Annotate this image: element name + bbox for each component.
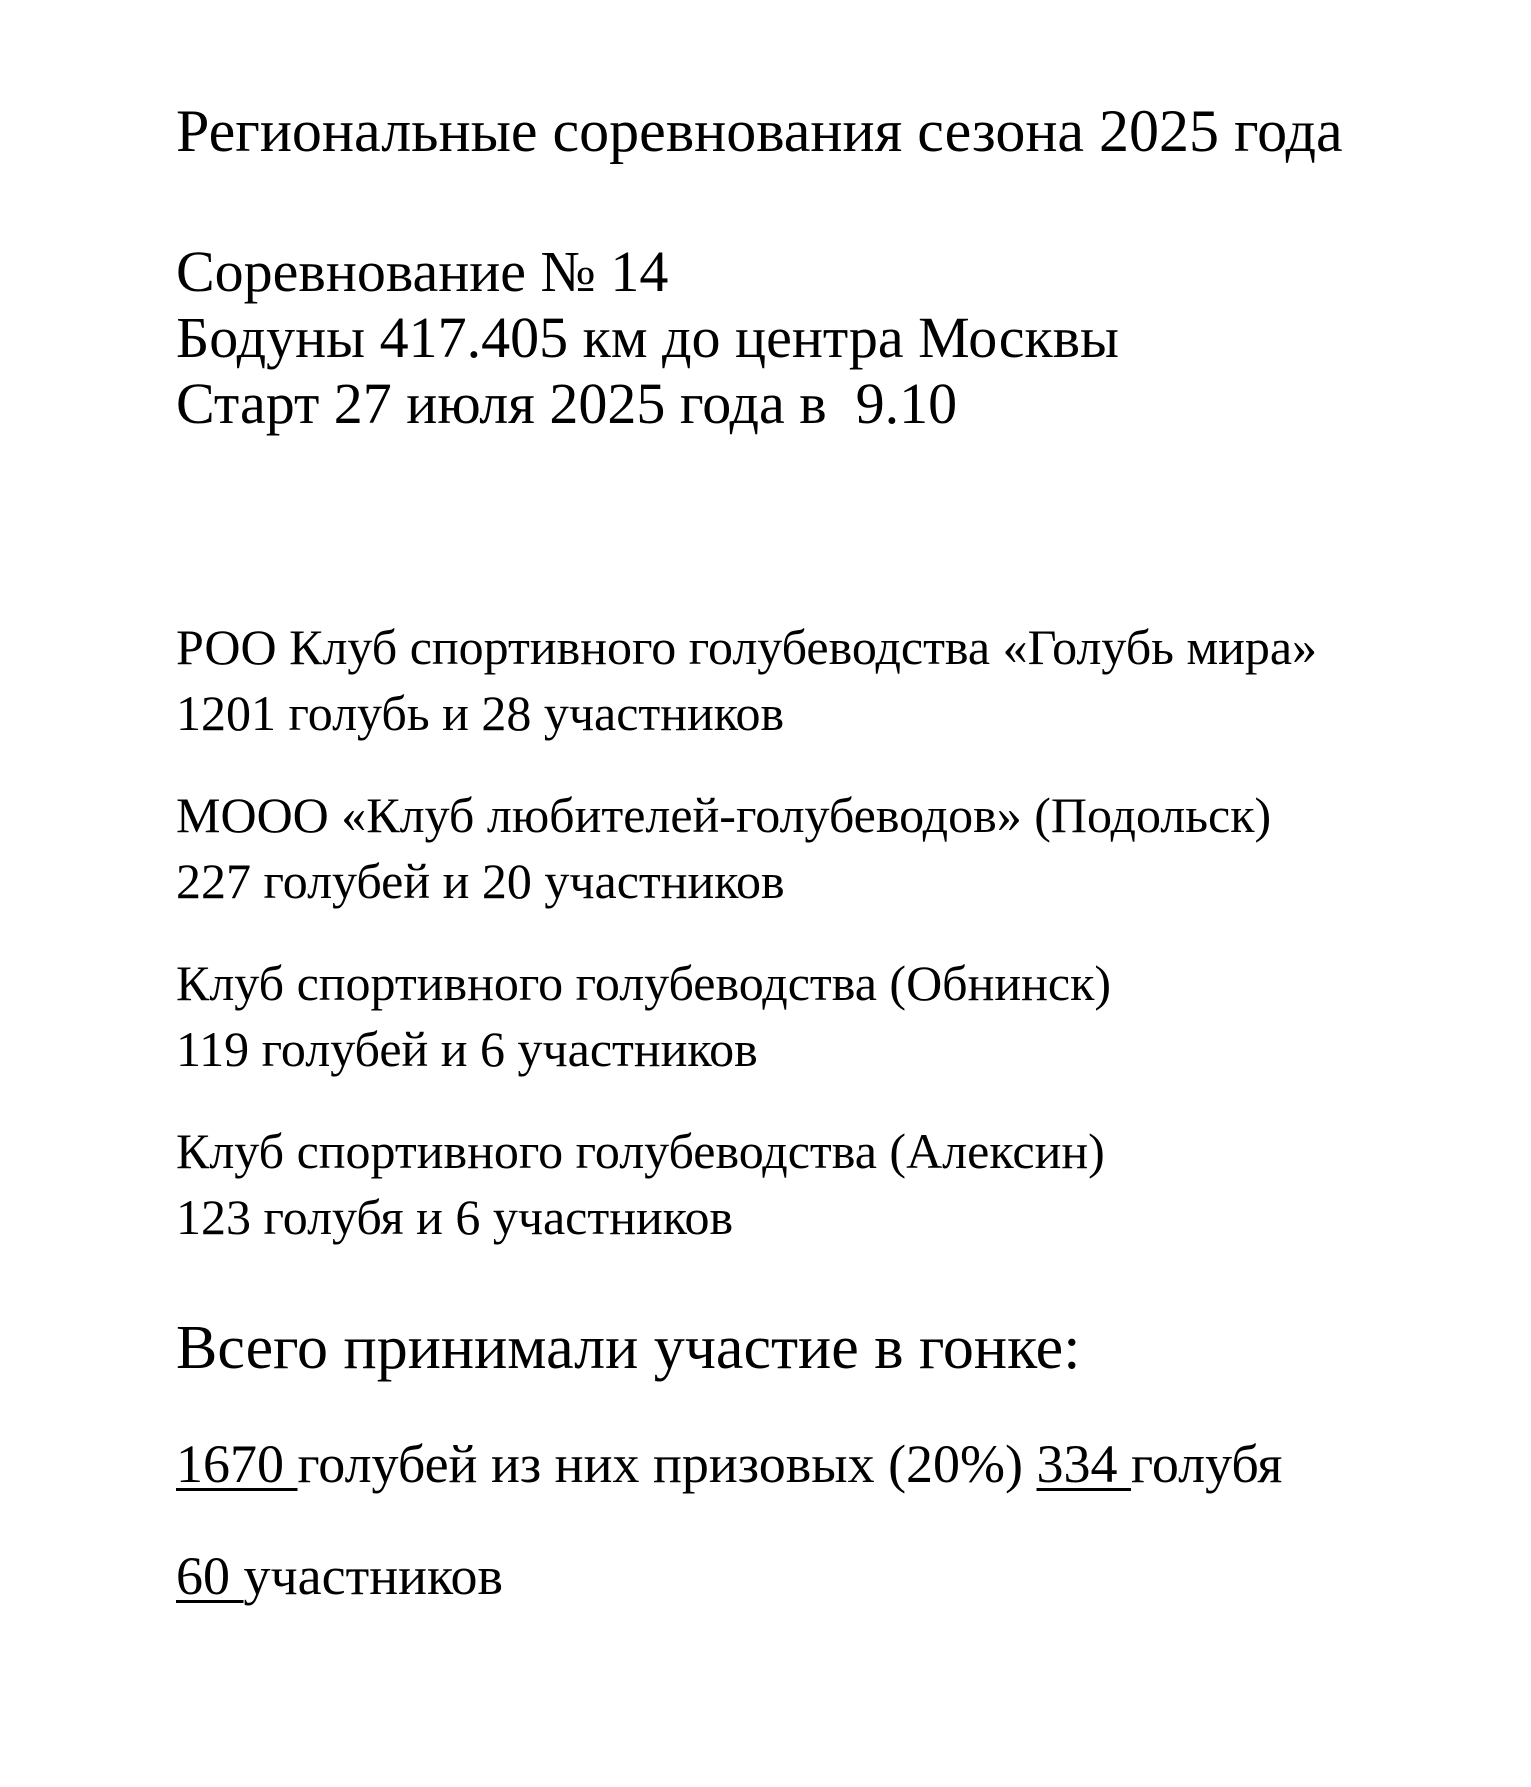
participants-suffix: участников [243, 1546, 503, 1606]
competition-info-block [176, 239, 1481, 437]
club-stats: 123 голубя и 6 участников [176, 1189, 734, 1245]
competition-number-line: Соревнование № 14 [176, 239, 669, 304]
totals-heading: Всего принимали участие в гонке: [176, 1314, 1081, 1382]
participants-count: 60 [176, 1546, 244, 1606]
totals-pigeons-suffix: голубя [1131, 1434, 1283, 1494]
club-name: Клуб спортивного голубеводства (Алексин) [176, 1123, 1105, 1179]
club-stats: 227 голубей и 20 участников [176, 853, 785, 909]
document-page [0, 98, 1531, 1787]
clubs-list [176, 614, 1481, 1250]
club-section [176, 614, 1481, 746]
totals-pigeons-line [176, 1431, 1481, 1497]
competition-distance-line: Бодуны 417.405 км до центра Москвы [176, 305, 1120, 370]
prize-pigeons-count: 334 [1036, 1434, 1132, 1494]
club-section [176, 1118, 1481, 1250]
club-name: МООО «Клуб любителей-голубеводов» (Подольск) [176, 787, 1272, 843]
club-stats: 1201 голубь и 28 участников [176, 685, 785, 741]
club-section [176, 782, 1481, 914]
totals-pigeons-text: голубей из них призовых (20%) [297, 1434, 1037, 1494]
club-name: Клуб спортивного голубеводства (Обнинск) [176, 955, 1112, 1011]
document-title: Региональные соревнования сезона 2025 года [176, 98, 1343, 164]
totals-participants-line [176, 1543, 1481, 1609]
competition-start-line: Старт 27 июля 2025 года в 9.10 [176, 371, 958, 436]
club-section [176, 950, 1481, 1082]
total-pigeons-count: 1670 [176, 1434, 298, 1494]
club-name: РОО Клуб спортивного голубеводства «Голубь мира» [176, 619, 1318, 675]
club-stats: 119 голубей и 6 участников [176, 1021, 758, 1077]
